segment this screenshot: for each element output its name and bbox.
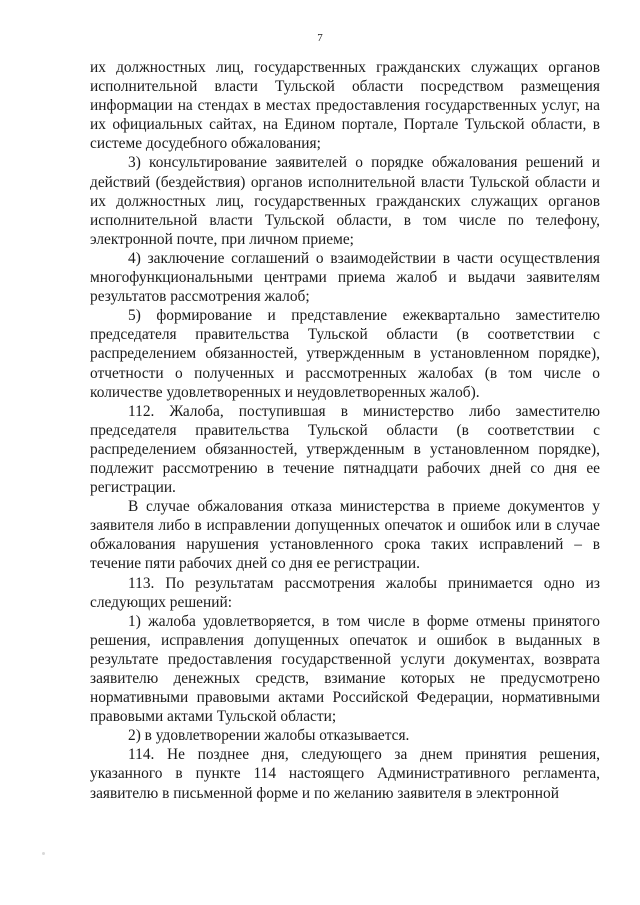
paragraph-item-5: 5) формирование и представление ежеквартально заместителю председателя правительства Тульской области (в соответствии с распределением обязанностей, утвержденным в установленном порядке), отчетности о полученных и рассмотренных жалобах (в том числе о количестве удовлетворенных и неудовлетворенных жалоб). (90, 307, 600, 401)
paragraph-item-4: 4) заключение соглашений о взаимодействии в части осуществления многофункциональными центрами приема жалоб и выдачи заявителям результатов рассмотрения жалоб; (90, 249, 600, 306)
scan-artifact-dot (42, 852, 45, 855)
page-number: 7 (317, 32, 323, 44)
document-body (90, 58, 600, 803)
paragraph-clause-112-exception: В случае обжалования отказа министерства в приеме документов у заявителя либо в исправлении допущенных опечаток и ошибок или в случае обжалования нарушения установленного срока таких исправлений – в течение пяти рабочих дней со дня ее регистрации. (90, 498, 600, 573)
paragraph-continuation: их должностных лиц, государственных гражданских служащих органов исполнительной власти Тульской области посредством размещения информации на стендах в местах предоставления государственных услуг, на их официальных сайтах, на Едином портале, Портале Тульской области, в системе досудебного обжалования; (90, 59, 600, 153)
paragraph-clause-112: 112. Жалоба, поступившая в министерство либо заместителю председателя правительства Тульской области (в соответствии с распределением обязанностей, утвержденным в установленном порядке), подлежит рассмотрению в течение пятнадцати рабочих дней со дня ее регистрации. (90, 402, 600, 497)
paragraph-decision-2: 2) в удовлетворении жалобы отказывается. (128, 727, 410, 745)
paragraph-decision-1: 1) жалоба удовлетворяется, в том числе в форме отмены принятого решения, исправления допущенных опечаток и ошибок в выданных в результате предоставления государственной услуги документах, возврата заявителю денежных средств, взимание которых не предусмотрено нормативными правовыми актами Российской Федерации, нормативными правовыми актами Тульской области; (90, 612, 600, 726)
paragraph-item-3: 3) консультирование заявителей о порядке обжалования решений и действий (бездействия) органов исполнительной власти Тульской области и их должностных лиц, государственных гражданских служащих органов исполнительной власти Тульской области, в том числе по телефону, электронной почте, при личном приеме; (90, 154, 600, 248)
paragraph-clause-114: 114. Не позднее дня, следующего за днем принятия решения, указанного в пункте 114 настоящего Административного регламента, заявителю в письменной форме и по желанию заявителя в электронной (90, 746, 600, 802)
paragraph-clause-113: 113. По результатам рассмотрения жалобы принимается одно из следующих решений: (90, 574, 600, 611)
